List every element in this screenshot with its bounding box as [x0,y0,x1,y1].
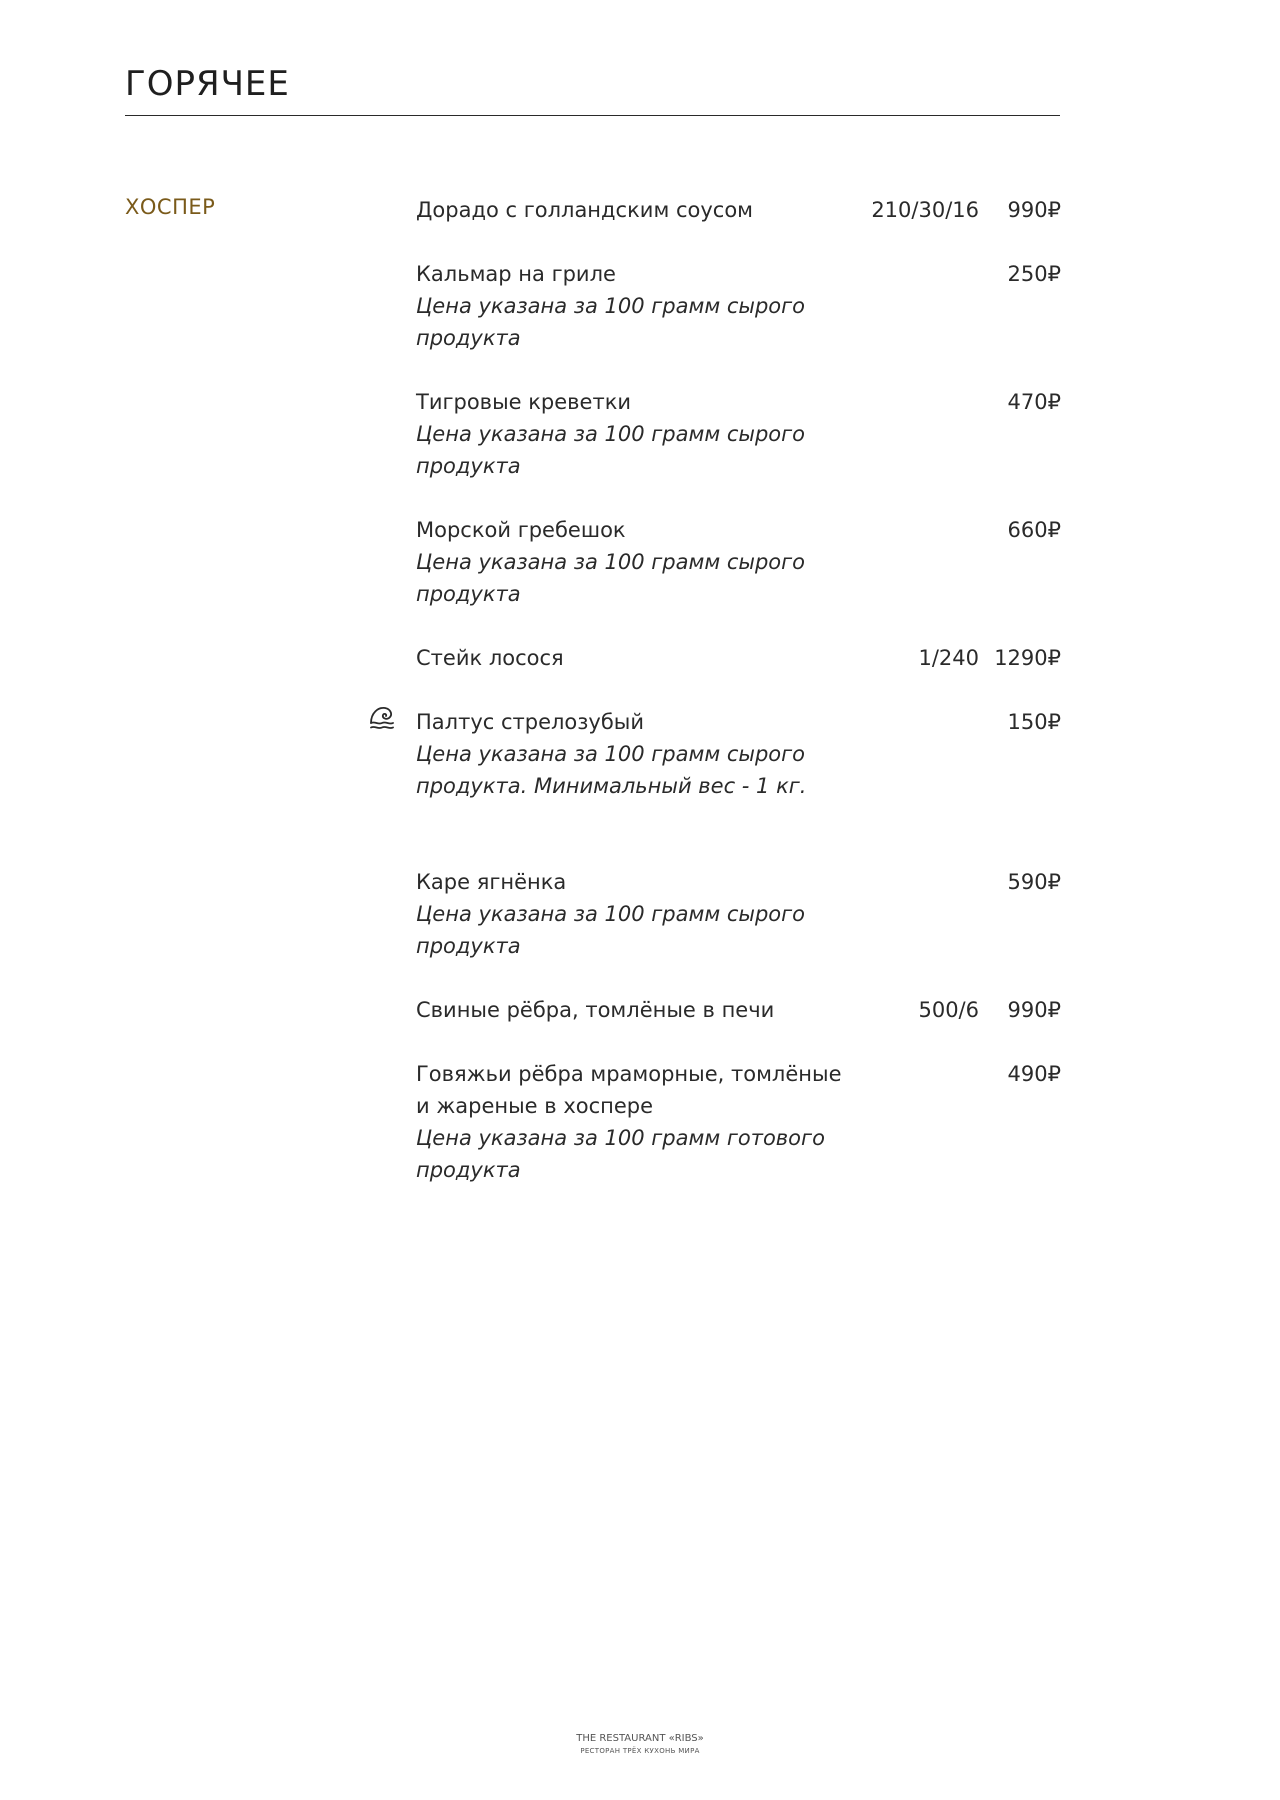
item-note: Цена указана за 100 грамм сырого продукта [416,902,806,958]
item-price: 470₽ [1007,390,1061,414]
item-note: Цена указана за 100 грамм сырого продукта. Минимальный вес - 1 кг. [416,742,807,798]
item-note: Цена указана за 100 грамм сырого продукта [416,550,806,606]
item-price: 250₽ [1007,262,1061,286]
item-price: 660₽ [1007,518,1061,542]
section-label: ХОСПЕР [125,195,216,219]
item-name: Каре ягнёнка [416,870,567,894]
item-price: 1290₽ [994,646,1061,670]
item-weight: 500/6 [918,998,979,1022]
item-price: 150₽ [1007,710,1061,734]
item-note: Цена указана за 100 грамм сырого продукта [416,294,806,350]
menu-item [416,514,1061,610]
item-name: Кальмар на гриле [416,262,616,286]
menu-item [416,386,1061,482]
menu-item [416,642,1061,674]
item-name: Говяжьи рёбра мраморные, томлёные и жареные в хоспере [416,1062,842,1118]
item-name: Свиные рёбра, томлёные в печи [416,998,775,1022]
item-name: Тигровые креветки [416,390,632,414]
item-name: Дорадо с голландским соусом [416,198,754,222]
menu-item [416,1058,1061,1186]
menu-item [416,866,1061,962]
wave-icon [368,703,396,731]
item-price: 490₽ [1007,1062,1061,1086]
item-note: Цена указана за 100 грамм готового продукта [416,1126,825,1182]
item-name: Палтус стрелозубый [416,710,645,734]
item-weight: 1/240 [918,646,979,670]
item-weight: 210/30/16 [871,198,979,222]
item-price: 990₽ [1007,198,1061,222]
item-price: 990₽ [1007,998,1061,1022]
footer-tagline: РЕСТОРАН ТРЁХ КУХОНЬ МИРА [580,1747,700,1755]
item-name: Стейк лосося [416,646,564,670]
footer [0,1733,1280,1757]
item-name: Морской гребешок [416,518,626,542]
menu-item [416,706,1061,802]
page-title: ГОРЯЧЕЕ [125,64,290,104]
title-divider [125,115,1060,116]
menu-item [416,258,1061,354]
footer-brand: THE RESTAURANT «RIBS» [576,1733,704,1744]
menu-item [416,194,1061,226]
menu-item [416,994,1061,1026]
item-price: 590₽ [1007,870,1061,894]
item-note: Цена указана за 100 грамм сырого продукта [416,422,806,478]
